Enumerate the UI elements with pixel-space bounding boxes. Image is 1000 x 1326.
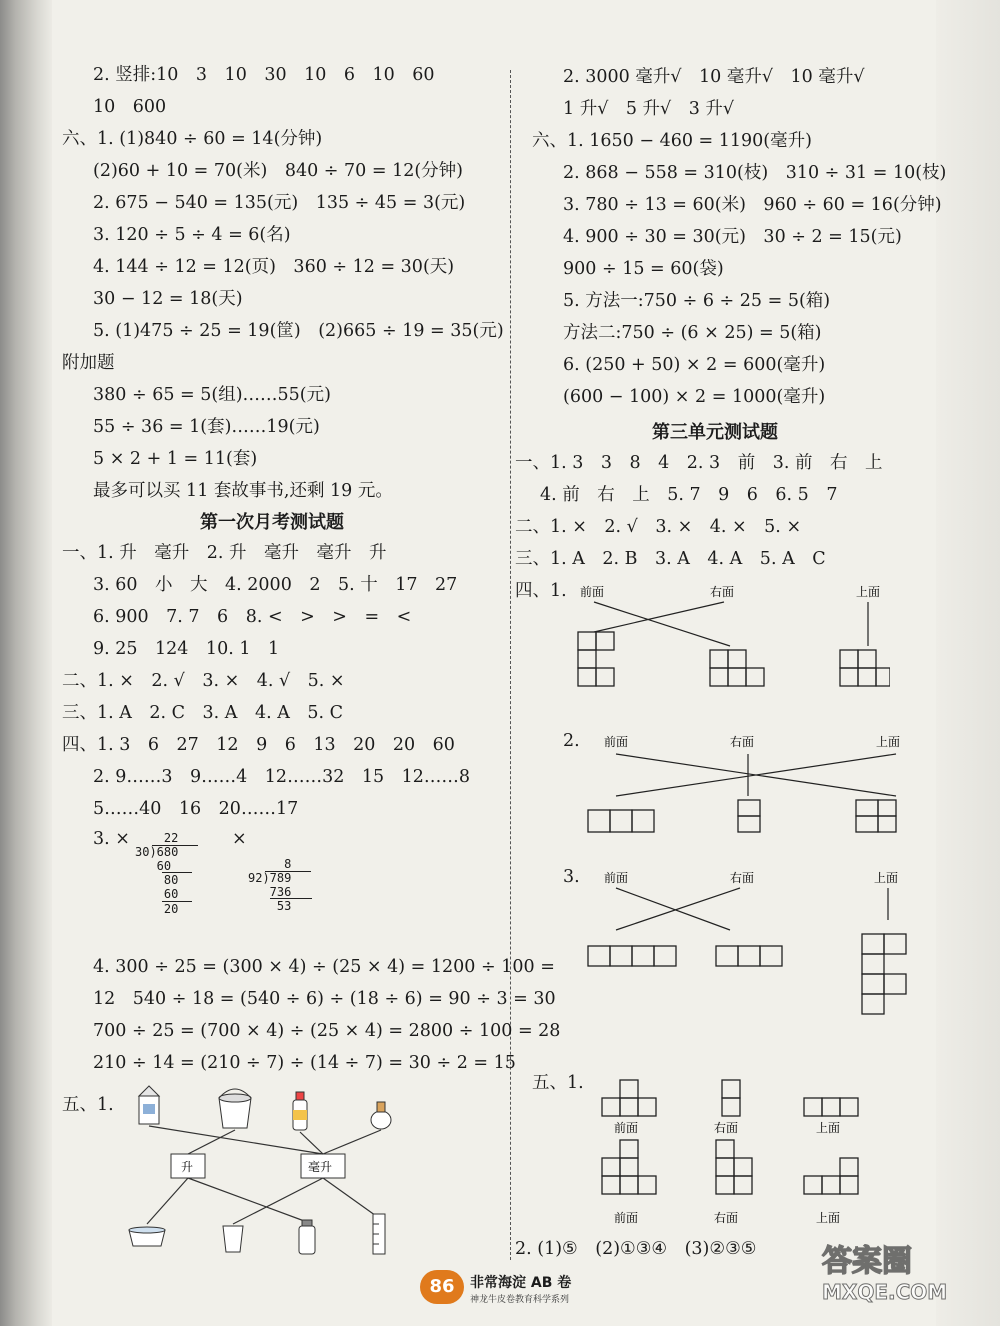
answer-line: 210 ÷ 14 = (210 ÷ 7) ÷ (14 ÷ 7) = 30 ÷ 2 = 15 [93,1053,516,1073]
view-label-front: 前面 [614,1121,639,1135]
matching-lines [594,602,868,646]
view-shape [716,946,782,966]
view-label-front: 前面 [604,735,629,749]
book-title: 非常海淀 AB 卷 [470,1275,572,1291]
page-footer [420,1270,600,1314]
answer-line: 4. 前 右 上 5. 7 9 6 6. 5 7 [540,485,838,505]
perfume-bottle-icon [371,1102,391,1129]
answer-line: 四、1. [515,581,567,601]
answer-line: 700 ÷ 25 = (700 × 4) ÷ (25 × 4) = 2800 ÷ 100 = 28 [93,1021,561,1041]
measuring-cylinder-icon [373,1214,385,1254]
view-shape [578,632,614,686]
matching-lines [616,888,888,930]
answer-line: 方法二:750 ÷ (6 × 25) = 5(箱) [563,323,822,343]
unit-label: 毫升 [308,1160,333,1174]
view-label-right: 右面 [730,871,755,885]
answer-line: (600 − 100) × 2 = 1000(毫升) [563,387,826,407]
answer-line: 6. 900 7. 7 6 8. < > > = < [93,607,412,627]
answer-line: 5. 方法一:750 ÷ 6 ÷ 25 = 5(箱) [563,291,831,311]
view-shape [856,800,896,832]
views-diagram-2 [580,730,900,838]
answer-line: 2. 868 − 558 = 310(枝) 310 ÷ 31 = 10(枝) [563,163,947,183]
div-row: 80 [135,873,179,887]
div-row: 22 [135,831,179,845]
answer-line: 六、1. (1)840 ÷ 60 = 14(分钟) [62,129,323,149]
view-label-top: 上面 [876,735,900,749]
div-row: 60 [135,859,172,873]
answer-line: 二、1. × 2. √ 3. × 4. × 5. × [515,517,802,537]
answer-line: 4. 300 ÷ 25 = (300 × 4) ÷ (25 × 4) = 1200 ÷ 100 = [93,957,555,977]
watermark-site: MXQE.COM [822,1280,948,1304]
view-shape [804,1158,858,1194]
view-shape [738,800,760,832]
answer-line: 五、1. [62,1095,114,1115]
div-row: 8 [248,857,292,871]
answer-line: 30 − 12 = 18(天) [93,289,243,309]
answer-line: × [232,829,247,849]
answer-line: 五、1. [532,1073,584,1093]
answer-line: 2. 竖排:10 3 10 30 10 6 10 60 [93,65,435,85]
answer-line: 2. [563,731,580,751]
views-diagram-5b [598,1138,878,1228]
div-row: 30)680 [135,845,179,859]
div-row: 60 [135,887,179,901]
view-label-top: 上面 [874,871,899,885]
answer-line: 2. 3000 毫升√ 10 毫升√ 10 毫升√ [563,67,865,87]
answer-line: (2)60 + 10 = 70(米) 840 ÷ 70 = 12(分钟) [93,161,463,181]
view-label-top: 上面 [816,1211,841,1225]
views-diagram-1 [570,582,890,700]
view-label-right: 右面 [710,585,735,599]
bucket-icon [219,1089,251,1128]
answer-line: 3. [563,867,580,887]
div-row: 736 [248,885,292,899]
unit-label: 升 [181,1160,194,1174]
answer-line: 一、1. 3 3 8 4 2. 3 前 3. 前 右 上 [515,453,883,473]
cup-icon [223,1226,243,1252]
unit-matching-diagram [125,1080,415,1260]
section-heading: 附加题 [62,353,115,373]
answer-line: 2. 9……3 9……4 12……32 15 12……8 [93,767,471,787]
thermos-icon [299,1220,315,1254]
bottle-icon [293,1092,307,1130]
page-number: 86 [420,1270,464,1304]
answer-line: 5……40 16 20……17 [93,799,299,819]
view-label-front: 前面 [604,871,629,885]
div-row: 92)789 [248,871,292,885]
answer-line: 3. × [93,829,130,849]
answer-line: 1 升√ 5 升√ 3 升√ [563,99,735,119]
answer-line: 5. (1)475 ÷ 25 = 19(筐) (2)665 ÷ 19 = 35(元) [93,321,504,341]
view-label-right: 右面 [714,1211,739,1225]
bathtub-icon [129,1227,165,1246]
answer-line: 9. 25 124 10. 1 1 [93,639,280,659]
div-row: 53 [248,899,292,913]
section-title: 第一次月考测试题 [200,512,344,533]
view-label-top: 上面 [856,585,881,599]
views-diagram-5a [598,1078,878,1138]
answer-line: 4. 900 ÷ 30 = 30(元) 30 ÷ 2 = 15(元) [563,227,902,247]
view-shape [804,1098,858,1116]
view-shape [722,1080,740,1116]
answer-line: 380 ÷ 65 = 5(组)……55(元) [93,385,331,405]
view-shape [716,1140,752,1194]
view-shape [588,810,654,832]
view-label-right: 右面 [730,735,755,749]
answer-line: 2. (1)⑤ (2)①③④ (3)②③⑤ [515,1239,757,1259]
answer-line: 四、1. 3 6 27 12 9 6 13 20 20 60 [62,735,455,755]
answer-line: 3. 120 ÷ 5 ÷ 4 = 6(名) [93,225,291,245]
view-shape [840,650,890,686]
answer-line: 三、1. A 2. B 3. A 4. A 5. A C [515,549,826,569]
answer-line: 55 ÷ 36 = 1(套)……19(元) [93,417,320,437]
answer-line: 4. 144 ÷ 12 = 12(页) 360 ÷ 12 = 30(天) [93,257,455,277]
view-label-right: 右面 [714,1121,739,1135]
answer-line: 12 540 ÷ 18 = (540 ÷ 6) ÷ (18 ÷ 6) = 90 ÷ 3 = 30 [93,989,556,1009]
view-shape-top-3 [858,930,918,1026]
views-diagram-3 [580,866,900,996]
answer-line: 3. 780 ÷ 13 = 60(米) 960 ÷ 60 = 16(分钟) [563,195,942,215]
answer-line: 2. 675 − 540 = 135(元) 135 ÷ 45 = 3(元) [93,193,466,213]
section-title: 第三单元测试题 [652,422,778,443]
view-shape [602,1080,656,1116]
answer-line: 3. 60 小 大 4. 2000 2 5. 十 17 27 [93,575,458,595]
view-label-front: 前面 [614,1211,639,1225]
watermark [822,1236,972,1320]
matching-lines [616,754,896,796]
answer-line: 三、1. A 2. C 3. A 4. A 5. C [62,703,343,723]
view-shape [588,946,676,966]
view-label-front: 前面 [580,585,605,599]
milk-carton-icon [139,1086,159,1124]
book-series: 神龙牛皮卷教育科学系列 [470,1295,570,1305]
answer-line: 900 ÷ 15 = 60(袋) [563,259,724,279]
view-label-top: 上面 [816,1121,841,1135]
view-shape [602,1140,656,1194]
answer-line: 六、1. 1650 − 460 = 1190(毫升) [532,131,812,151]
answer-line: 10 600 [93,97,167,117]
answer-line: 最多可以买 11 套故事书,还剩 19 元。 [93,481,393,501]
column-divider [510,70,511,1260]
book-binding-shadow [0,0,52,1326]
view-shape [710,650,764,686]
answer-line: 一、1. 升 毫升 2. 升 毫升 毫升 升 [62,543,387,563]
answer-line: 5 × 2 + 1 = 11(套) [93,449,258,469]
page-edge [936,0,1000,1326]
answer-line: 二、1. × 2. √ 3. × 4. √ 5. × [62,671,345,691]
div-row: 20 [135,902,179,916]
watermark-text: 答案圈 [822,1244,912,1279]
answer-line: 6. (250 + 50) × 2 = 600(毫升) [563,355,826,375]
